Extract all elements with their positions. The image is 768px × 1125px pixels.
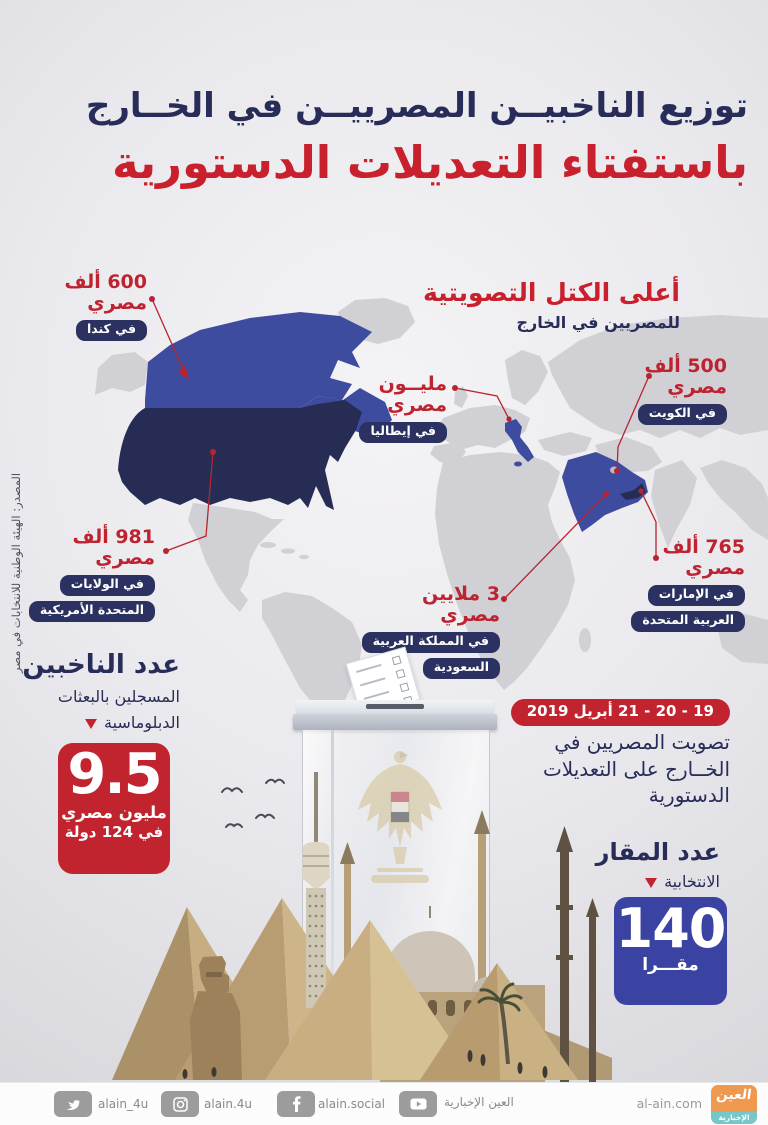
down-triangle-icon <box>85 719 97 729</box>
instagram-handle[interactable]: alain.4u <box>204 1097 253 1111</box>
callout-italy-location: في إيطاليا <box>359 422 447 443</box>
alain-logo-title: العين <box>715 1087 753 1103</box>
polling-stations-line2 <box>596 872 720 891</box>
referendum-date-badge: 19 - 20 - 21 أبريل 2019 <box>511 699 730 726</box>
registered-voters-caption1: مليون مصري <box>61 802 167 822</box>
callout-italy-value: مليــون <box>378 373 447 395</box>
callout-usa-value: 981 ألف <box>72 526 155 548</box>
alain-news-logo[interactable] <box>711 1085 757 1124</box>
registered-voters-stat-box <box>58 743 170 874</box>
youtube-channel[interactable]: العين الإخبارية <box>444 1095 514 1109</box>
instagram-icon[interactable] <box>161 1091 199 1117</box>
voting-blocs-heading-sub: للمصريين في الخارج <box>516 313 680 332</box>
polling-stations-line1: عدد المقار <box>595 838 720 866</box>
referendum-text-line2: الخــارج على التعديلات <box>542 756 730 781</box>
dark-minarets <box>556 826 599 1082</box>
youtube-icon[interactable] <box>399 1091 437 1117</box>
footer-bar <box>0 1082 768 1125</box>
callout-canada-value: 600 ألف <box>64 271 147 293</box>
callout-uae-value: 765 ألف <box>662 536 745 558</box>
facebook-handle[interactable]: alain.social <box>318 1097 386 1111</box>
callout-usa-unit: مصري <box>95 547 155 570</box>
referendum-text-line3: الدستورية <box>648 783 730 808</box>
registered-voters-caption2: في 124 دولة <box>64 822 164 841</box>
website-url[interactable]: al-ain.com <box>636 1096 702 1111</box>
source-note: المصدر: الهيئة الوطنية للانتخابات في مصر <box>9 472 23 674</box>
polling-stations-stat-box <box>614 897 727 1005</box>
callout-kuwait-unit: مصري <box>667 376 727 399</box>
callout-uae-unit: مصري <box>685 557 745 580</box>
polling-stations-number: 140 <box>615 897 726 960</box>
main-title-line1: توزيع الناخبيــن المصرييــن في الخــارج <box>85 86 748 126</box>
callout-usa-location-1: في الولايات <box>60 575 155 596</box>
referendum-text-line1: تصويت المصريين في <box>554 730 730 754</box>
callout-saudi-location-2: السعودية <box>423 658 500 679</box>
callout-canada-unit: مصري <box>87 292 147 315</box>
callout-uae-location-1: في الإمارات <box>648 585 745 606</box>
polling-stations-unit: مقـــرا <box>642 954 699 975</box>
facebook-icon[interactable] <box>277 1091 315 1117</box>
callout-canada-location: في كندا <box>76 320 147 341</box>
main-title-line2: باستفتاء التعديلات الدستورية <box>111 136 748 189</box>
registered-voters-number: 9.5 <box>67 742 161 807</box>
registered-voters-line1: عدد الناخبين <box>22 650 180 680</box>
callout-usa-location-2: المتحدة الأمريكية <box>29 601 155 622</box>
registered-voters-line3-text: الدبلوماسية <box>104 713 180 732</box>
callout-saudi-unit: مصري <box>440 604 500 627</box>
registered-voters-heading <box>22 650 180 732</box>
twitter-handle[interactable]: alain_4u <box>98 1097 149 1111</box>
referendum-text <box>543 729 730 809</box>
registered-voters-line3 <box>22 713 180 732</box>
callout-kuwait-value: 500 ألف <box>644 355 727 377</box>
twitter-icon[interactable] <box>54 1091 92 1117</box>
alain-logo-subtitle: الإخبارية <box>711 1112 757 1124</box>
callout-italy-unit: مصري <box>387 394 447 417</box>
callout-uae-location-2: العربية المتحدة <box>631 611 745 632</box>
callout-kuwait-location: في الكويت <box>638 404 727 425</box>
cairo-tower <box>302 772 330 1008</box>
down-triangle-icon <box>645 878 657 888</box>
voting-blocs-heading-main: أعلى الكتل التصويتية <box>423 278 680 307</box>
callout-saudi-location-1: في المملكة العربية <box>362 632 500 653</box>
birds-icon <box>222 780 284 827</box>
polling-stations-heading <box>596 838 720 891</box>
callout-saudi-value: 3 ملايين <box>421 583 500 605</box>
polling-stations-line2-text: الانتخابية <box>664 872 720 891</box>
registered-voters-line2: المسجلين بالبعثات <box>57 687 180 706</box>
